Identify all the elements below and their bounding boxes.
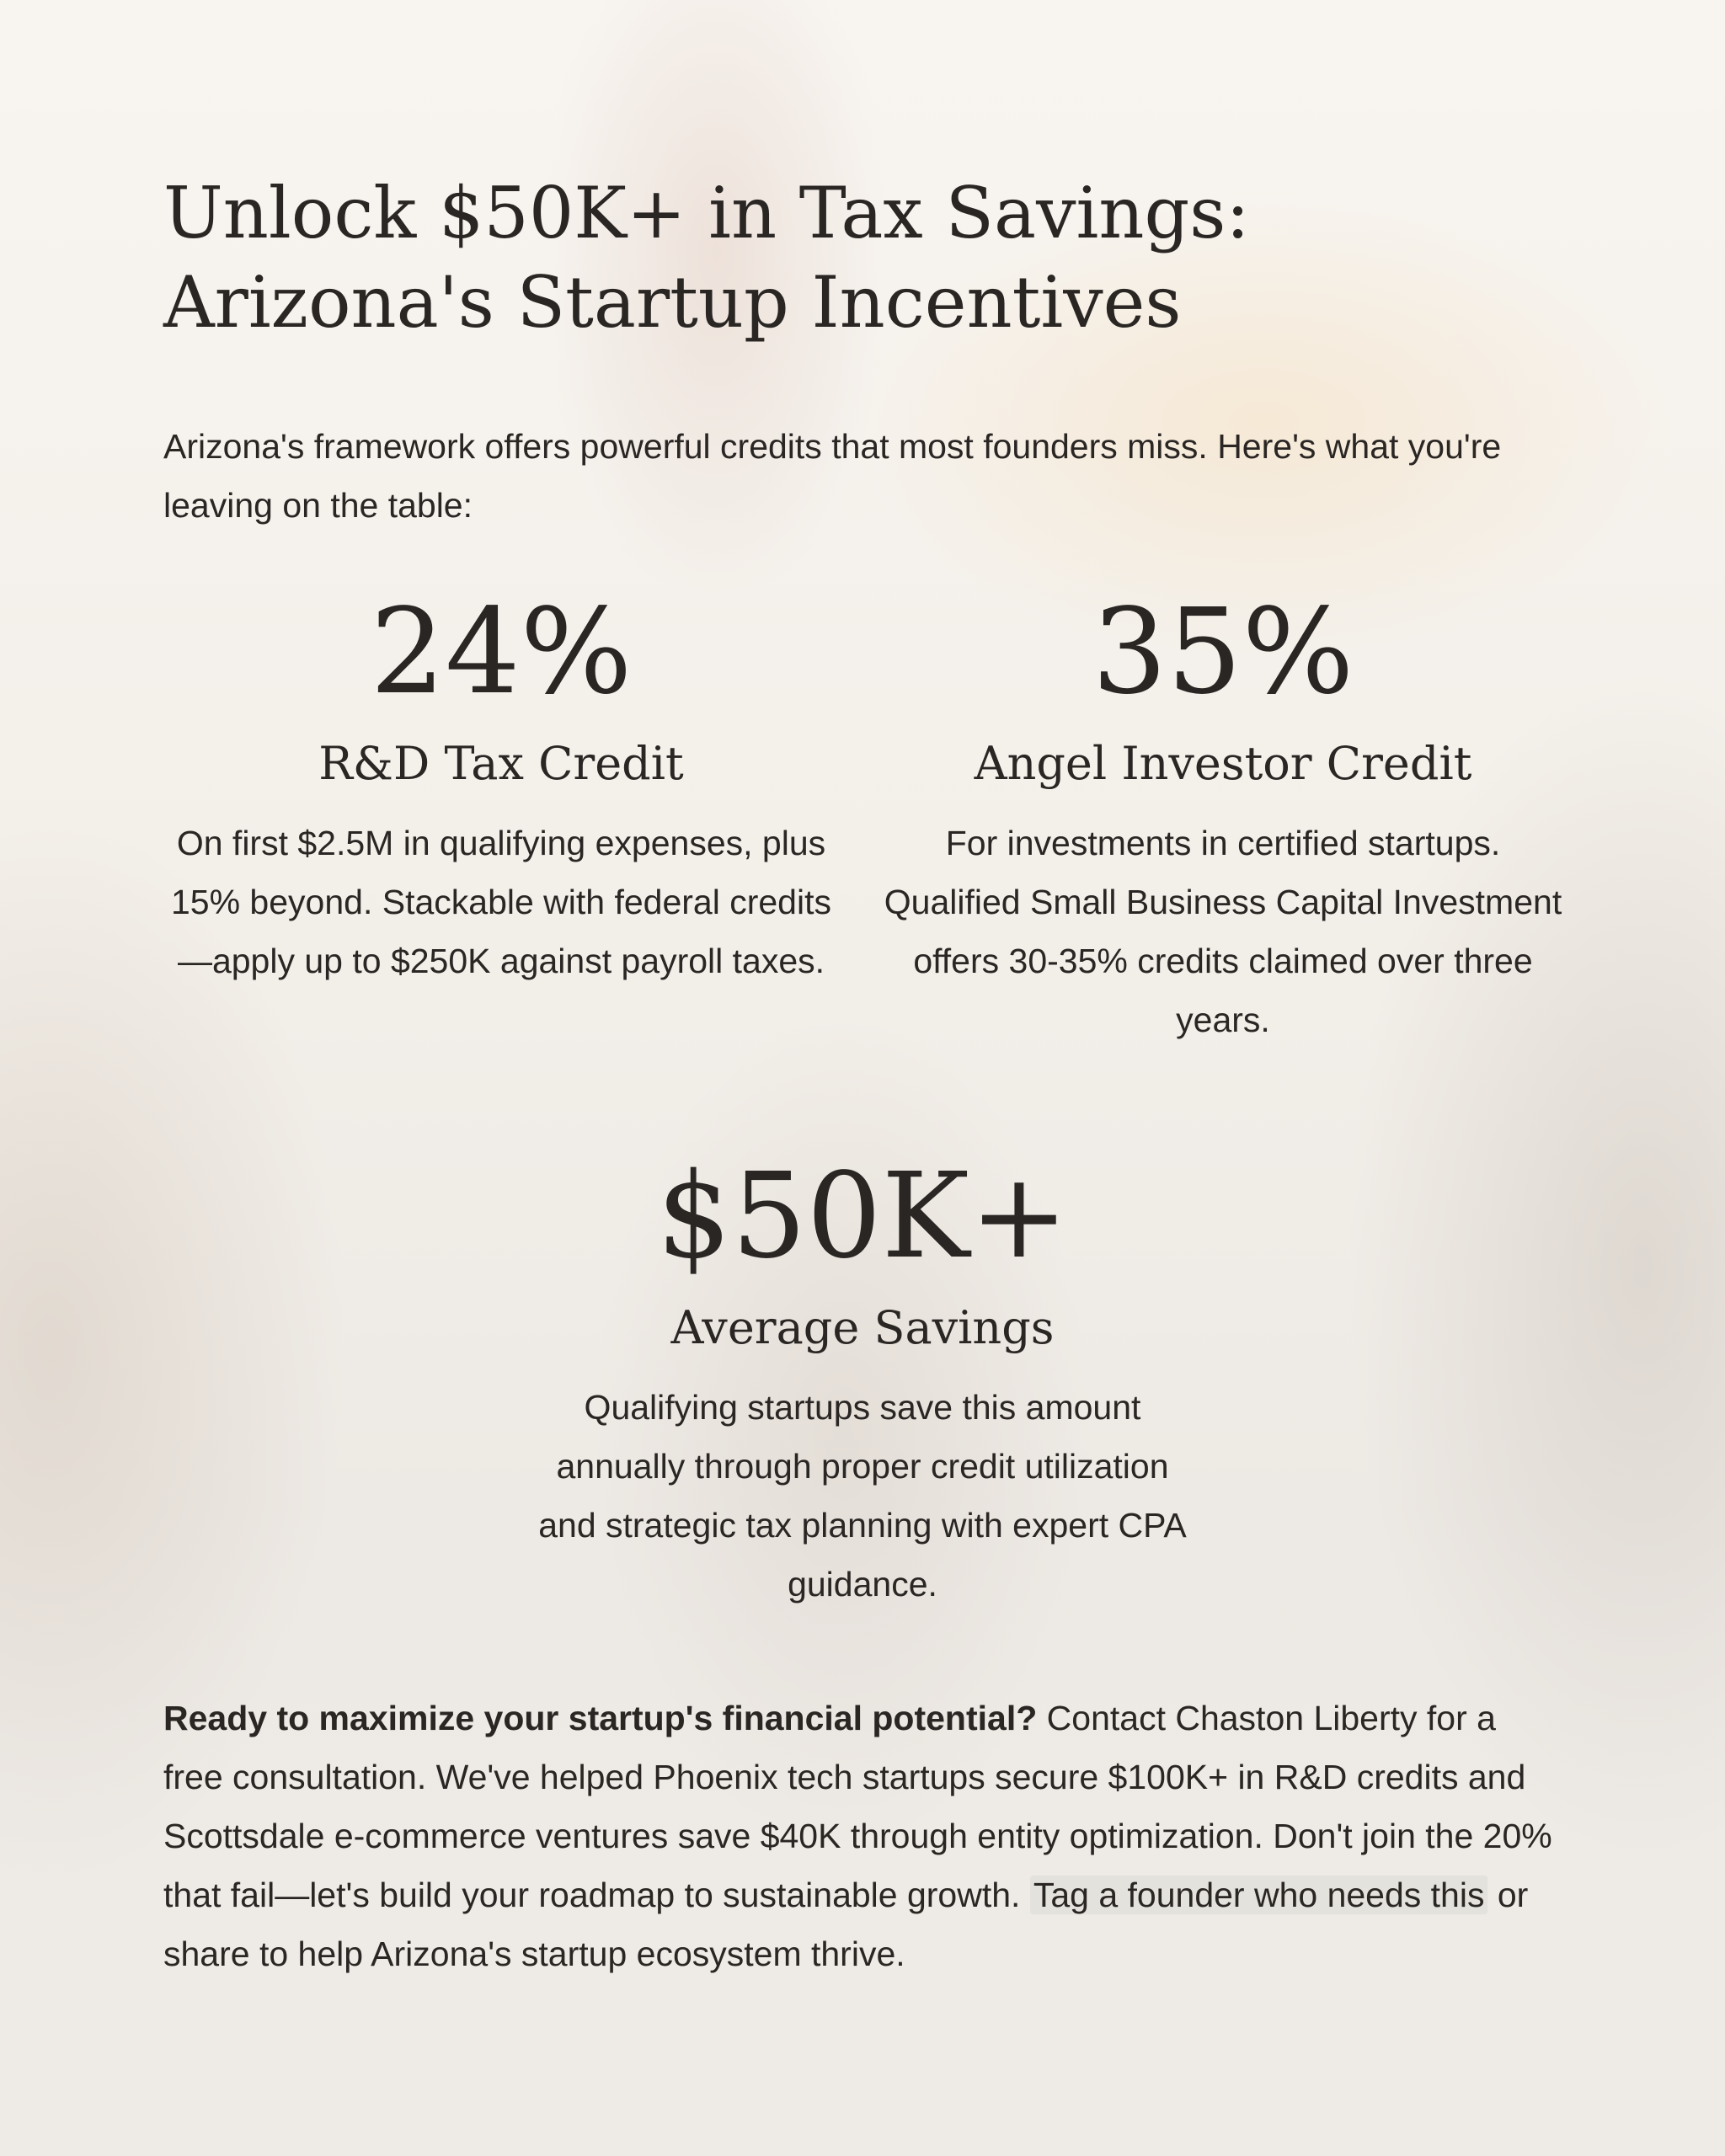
stat-rd-tax-credit [156,581,846,990]
stat-value: $50K+ [656,1148,1069,1285]
stat-value: 35% [1092,584,1354,721]
stat-value: 24% [370,584,633,721]
stat-average-savings [517,1145,1208,1614]
stat-description: On first $2.5M in qualifying expenses, plus 15% beyond. Stackable with federal credits—apply up to $250K against payroll taxes. [170,824,831,980]
page-title: Unlock $50K+ in Tax Savings: Arizona's Startup Incentives [163,172,1250,344]
stat-label: Average Savings [670,1301,1055,1354]
cta-bold: Ready to maximize your startup's financial potential? [163,1699,1038,1737]
intro-text: Arizona's framework offers powerful credits that most founders miss. Here's what you're leaving on the table: [163,427,1502,525]
stat-label: Angel Investor Credit [974,737,1472,790]
stat-angel-investor-credit [878,581,1568,1049]
stat-description: For investments in certified startups. Qualified Small Business Capital Investment offers 30-35% credits claimed over three years. [884,824,1562,1039]
stat-description: Qualifying startups save this amount annually through proper credit utilization and strategic tax planning with expert CPA guidance. [538,1388,1187,1604]
cta-tail: or share to help Arizona's startup ecosystem thrive. [163,1876,1529,1973]
cta-highlight: Tag a founder who needs this [1030,1876,1488,1914]
cta-body: Contact Chaston Liberty for a free consultation. We've helped Phoenix tech startups secure $100K+ in R&D credits and Scottsdale e-commerce ventures save $40K through entity optimization. Don't join the 20% that fail—let's build your roadmap to sustainable growth. [163,1699,1552,1914]
cta-paragraph [163,1689,1562,1983]
stat-label: R&D Tax Credit [318,737,684,790]
